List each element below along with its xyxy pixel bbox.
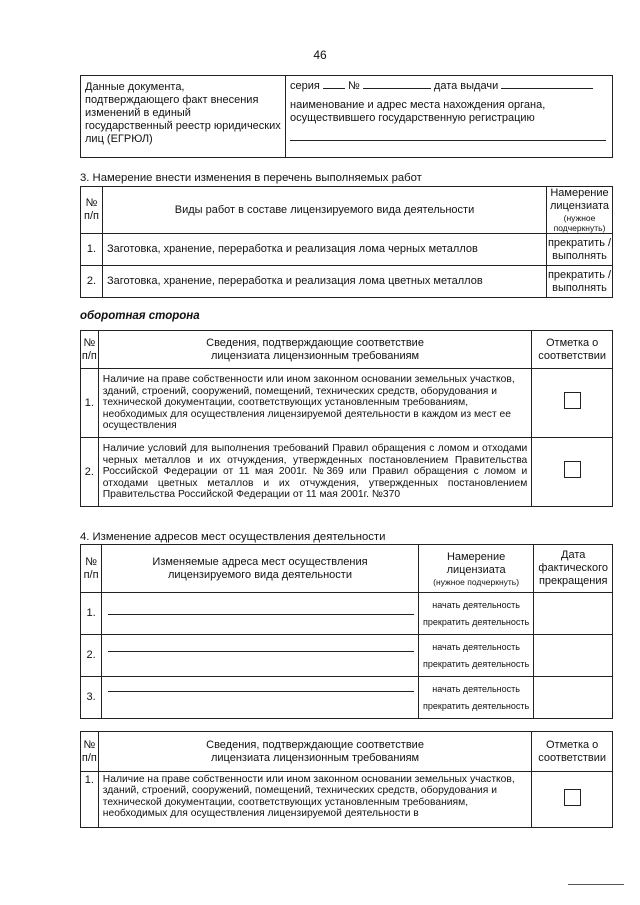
s3-col-intent-note: (нужное подчеркнуть) [553, 213, 606, 233]
issue-date-label: дата выдачи [433, 80, 499, 92]
egrul-label-cell [81, 76, 286, 158]
number-field[interactable] [363, 88, 431, 89]
rev-row-num: 1. [81, 369, 99, 438]
s4-intent-cell [418, 677, 534, 719]
reverse-title: оборотная сторона [80, 310, 200, 322]
s3-col-num: № п/п [81, 187, 103, 234]
number-label: № [347, 80, 360, 92]
egrul-label: Данные документа, подтверждающего факт внесения изменений в единый государственный реестр юридических лиц (ЕГРЮЛ) [85, 81, 281, 145]
bot-row-num: 1. [81, 772, 99, 828]
rev-row-text: Наличие на праве собственности или ином законном основании земельных участков, зданий, строений, сооружений, помещений, технических средств, оборудования и технической документации, соответствующих установленным требованиям, необходимых для осуществления лицензируемой деятельности в каждом из мест ее осуществления [98, 369, 532, 438]
issue-date-field[interactable] [501, 88, 593, 89]
s3-col-works: Виды работ в составе лицензируемого вида деятельности [103, 187, 547, 234]
rev-col-num: № п/п [81, 331, 99, 369]
stop-activity-option[interactable]: прекратить деятельность [423, 616, 530, 627]
authority-label: наименование и адрес места нахождения органа, осуществившего государственную регистрацию [290, 99, 546, 124]
section3-title: 3. Намерение внести изменения в перечень выполняемых работ [80, 172, 422, 184]
section3-table [80, 186, 613, 298]
s3-row-text: Заготовка, хранение, переработка и реализация лома черных металлов [103, 234, 547, 266]
compliance-checkbox[interactable] [564, 461, 581, 478]
compliance-checkbox[interactable] [564, 392, 581, 409]
bot-col-num: № п/п [81, 732, 99, 772]
address-line[interactable] [108, 651, 414, 652]
s3-col-intent: Намерение лицензиата [549, 187, 610, 212]
rev-row-text: Наличие условий для выполнения требований Правил обращения с ломом и отходами черных металлов и их отчуждения, утвержденных постановлением Правительства Российской Федерации от 11 мая 2001г. №369 или Правил обращения с ломом и отходами цветных металлов и их отчуждения, утвержденных постановлением Правительства Российской Федерации от 11 мая 2001г. №370 [98, 438, 532, 507]
s3-row-num: 1. [81, 234, 103, 266]
s4-row-num: 2. [81, 635, 102, 677]
series-field[interactable] [323, 88, 345, 89]
start-activity-option[interactable]: начать деятельность [432, 599, 520, 610]
rev-col-info: Сведения, подтверждающие соответствие лицензиата лицензионным требованиям [98, 331, 532, 369]
stop-date-cell[interactable] [534, 593, 613, 635]
bot-col-mark: Отметка о соответствии [532, 732, 613, 772]
s4-col-num: № п/п [81, 545, 102, 593]
rev-col-mark: Отметка о соответствии [532, 331, 613, 369]
series-label: серия [290, 80, 320, 92]
s4-col-addr: Изменяемые адреса мест осуществления лицензируемого вида деятельности [102, 545, 419, 593]
s4-col-date: Дата фактического прекращения [534, 545, 613, 593]
s4-row-num: 3. [81, 677, 102, 719]
address-cell[interactable] [102, 635, 419, 677]
footer-rule [568, 884, 624, 885]
address-cell[interactable] [102, 677, 419, 719]
compliance-checkbox[interactable] [564, 789, 581, 806]
section4-table [80, 544, 613, 719]
egrul-table [80, 75, 613, 158]
s4-col-intent-cell [418, 545, 534, 593]
stop-activity-option[interactable]: прекратить деятельность [423, 700, 530, 711]
s3-row-intent[interactable]: прекратить / выполнять [547, 266, 613, 298]
s3-col-intent-cell [547, 187, 613, 234]
stop-date-cell[interactable] [534, 635, 613, 677]
rev-row-num: 2. [81, 438, 99, 507]
bot-row-text: Наличие на праве собственности или ином законном основании земельных участков, зданий, строений, сооружений, помещений, технических средств, оборудования и технической документации, соответствующих установленным требованиям, необходимых для осуществления лицензируемой деятельности в [98, 772, 532, 828]
bot-col-info: Сведения, подтверждающие соответствие лицензиата лицензионным требованиям [98, 732, 532, 772]
s4-intent-cell [418, 635, 534, 677]
address-line[interactable] [108, 691, 414, 692]
stop-date-cell[interactable] [534, 677, 613, 719]
s4-row-num: 1. [81, 593, 102, 635]
bottom-table [80, 731, 613, 828]
authority-field[interactable] [290, 140, 606, 141]
start-activity-option[interactable]: начать деятельность [432, 641, 520, 652]
s3-row-text: Заготовка, хранение, переработка и реализация лома цветных металлов [103, 266, 547, 298]
section4-title: 4. Изменение адресов мест осуществления деятельности [80, 531, 386, 543]
s3-row-num: 2. [81, 266, 103, 298]
address-cell[interactable] [102, 593, 419, 635]
s4-intent-cell [418, 593, 534, 635]
page-number: 46 [313, 48, 327, 62]
s4-col-intent: Намерение лицензиата [446, 550, 506, 576]
reverse-table [80, 330, 613, 507]
s3-row-intent[interactable]: прекратить / выполнять [547, 234, 613, 266]
start-activity-option[interactable]: начать деятельность [432, 683, 520, 694]
s4-col-intent-note: (нужное подчеркнуть) [433, 576, 520, 587]
stop-activity-option[interactable]: прекратить деятельность [423, 658, 530, 669]
egrul-fields-cell [286, 76, 613, 158]
address-line[interactable] [108, 614, 414, 615]
